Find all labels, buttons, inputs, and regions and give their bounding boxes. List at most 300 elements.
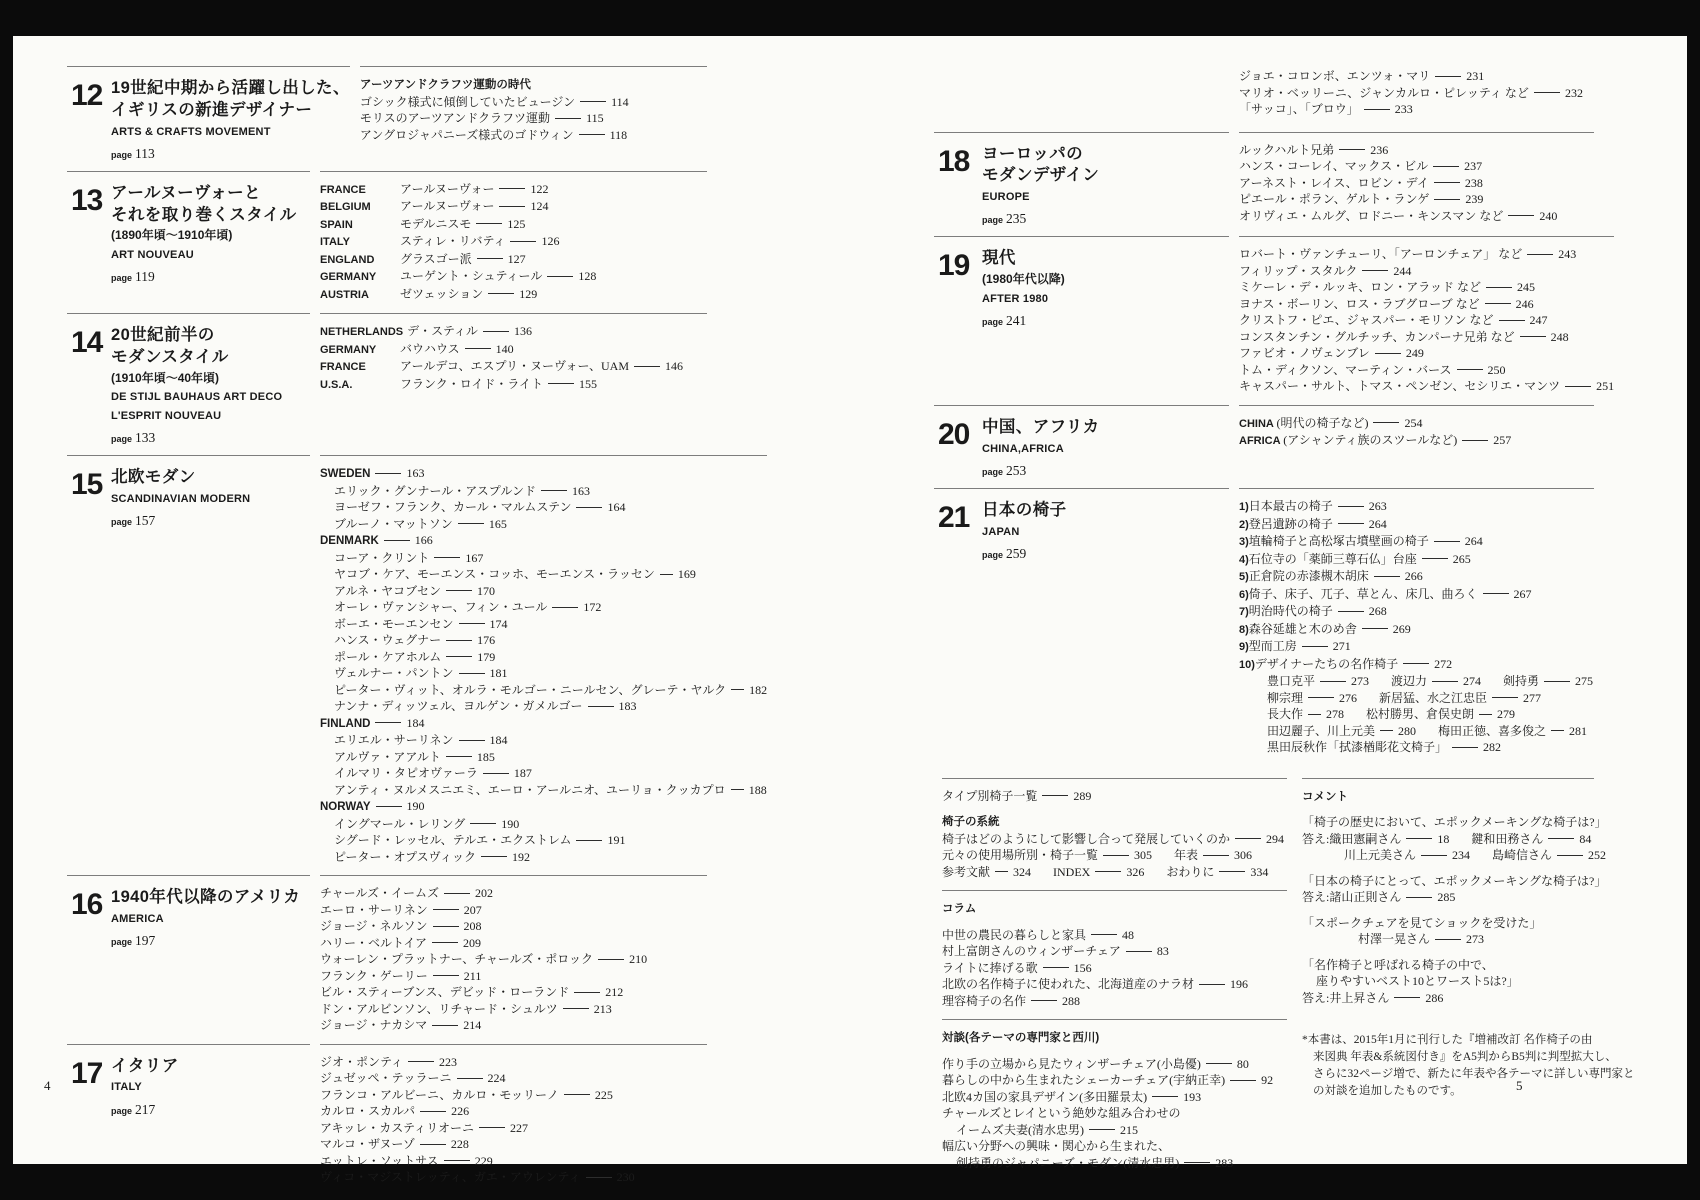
dash-leader — [1432, 681, 1458, 682]
dash-leader — [1406, 838, 1432, 839]
toc-entry — [320, 268, 707, 286]
entry-page-number: 163 — [406, 466, 425, 481]
dash-leader — [1520, 336, 1546, 337]
section-titles — [982, 143, 1099, 229]
entry-page-number: 170 — [477, 583, 496, 598]
dash-leader — [1338, 611, 1364, 612]
section-entry-list — [1239, 132, 1594, 237]
dash-leader — [1373, 422, 1399, 423]
dash-leader — [510, 241, 536, 242]
section-page-number: 113 — [135, 145, 155, 161]
toc-entry — [1302, 915, 1594, 932]
dash-leader — [555, 118, 581, 119]
dash-leader — [576, 507, 602, 508]
entry-text: ハンス・ウェグナー — [334, 633, 442, 648]
toc-section — [934, 488, 1594, 766]
toc-entry — [1239, 673, 1594, 690]
dash-leader — [552, 607, 578, 608]
section-subtitle: ART NOUVEAU — [111, 248, 194, 261]
entry-page-number: 188 — [748, 782, 767, 797]
section-entry-list — [360, 66, 707, 171]
section-titles — [111, 466, 250, 867]
entry-page-number: 269 — [1392, 621, 1411, 636]
entry-text: コメント — [1302, 790, 1348, 803]
toc-entry — [320, 984, 707, 1001]
toc-section — [67, 66, 707, 171]
entry-number-prefix: 10) — [1239, 658, 1255, 671]
toc-entry — [320, 665, 767, 682]
dash-leader — [1479, 714, 1492, 715]
toc-entry-segment — [1053, 865, 1144, 879]
entry-page-number: 240 — [1539, 208, 1558, 223]
toc-entry — [1239, 568, 1594, 586]
entry-page-number: 239 — [1465, 192, 1484, 206]
section-page-number: 217 — [135, 1101, 156, 1117]
entry-number-prefix: 6) — [1239, 588, 1249, 601]
entry-page-number: 166 — [414, 533, 433, 548]
toc-entry — [1239, 263, 1614, 280]
entry-text: 倚子、床子、兀子、草とん、床几、曲ろく — [1248, 586, 1478, 601]
country-label: GERMANY — [320, 343, 377, 356]
section-number: 18 — [938, 144, 970, 178]
entry-number-prefix: 2) — [1239, 518, 1249, 531]
section-page-ref — [111, 932, 300, 950]
dash-leader — [1302, 646, 1328, 647]
country-label: GERMANY — [320, 271, 377, 284]
entry-text: ボーエ・モーエンセン — [334, 616, 454, 631]
entry-page-number: 280 — [1398, 723, 1417, 738]
entry-text: チャールズ・イームズ — [320, 886, 440, 901]
list-group-header — [942, 900, 1287, 918]
entry-text: 正倉院の赤漆槻木胡床 — [1248, 569, 1369, 584]
entry-text: エリエル・サーリネン — [334, 733, 454, 748]
back-matter-area — [934, 778, 1635, 1182]
page-word: page — [111, 517, 133, 528]
toc-entry — [942, 976, 1287, 993]
toc-entry-segment — [1471, 832, 1591, 846]
entry-text: 剣持勇 — [1503, 674, 1540, 689]
toc-entry — [320, 749, 767, 766]
back-matter-block — [942, 1019, 1287, 1181]
entry-page-number: 276 — [1339, 690, 1358, 705]
entry-text: チャールズとレイという絶妙な組み合わせの — [942, 1106, 1181, 1121]
toc-entry — [320, 566, 767, 583]
entry-page-number: 286 — [1425, 990, 1444, 1005]
section-subtitle: AMERICA — [111, 912, 164, 925]
dash-leader — [586, 1177, 612, 1178]
section-titles — [982, 247, 1065, 397]
dash-leader — [483, 331, 509, 332]
comments-block — [1302, 778, 1607, 1017]
section-header — [934, 405, 1229, 488]
entry-page-number: 236 — [1370, 142, 1389, 157]
dash-leader — [1534, 92, 1560, 93]
entry-page-number: 231 — [1466, 69, 1485, 83]
toc-section — [67, 171, 707, 314]
toc-entry — [320, 902, 707, 919]
toc-section — [934, 236, 1615, 405]
dash-leader — [483, 773, 509, 774]
list-group-header — [942, 813, 1287, 831]
toc-entry-segment — [1391, 674, 1481, 688]
entry-number-prefix: 4) — [1239, 553, 1249, 566]
dash-leader — [1126, 951, 1152, 952]
dash-leader — [1499, 320, 1525, 321]
section-titles — [111, 182, 297, 306]
dash-leader — [547, 276, 573, 277]
entry-text: イルマリ・タピオヴァーラ — [334, 766, 478, 781]
section-titles — [111, 77, 350, 163]
entry-page-number: 334 — [1250, 864, 1269, 879]
entry-text: ジュゼッペ・テッラーニ — [320, 1071, 452, 1086]
entry-text: 黒田辰秋作「拭漆楢彫花文椅子」 — [1267, 740, 1448, 755]
back-matter-right-column — [1302, 778, 1635, 1182]
entry-text: 渡辺力 — [1391, 674, 1428, 689]
entry-page-number: 209 — [463, 935, 482, 950]
section-number: 15 — [71, 468, 103, 502]
dash-leader — [1403, 663, 1429, 664]
entry-text: ミケーレ・デ・ルッキ、ロン・アラッド など — [1239, 280, 1482, 295]
entry-text: (アシャンティ族のスツールなど) — [1283, 433, 1458, 448]
section-page-ref — [111, 145, 350, 163]
section-subtitle: ARTS & CRAFTS MOVEMENT — [111, 125, 271, 138]
entry-page-number: 224 — [487, 1071, 506, 1086]
entry-page-number: 265 — [1452, 551, 1471, 566]
entry-text: 椅子はどのようにして影響し合って発展していくのか — [942, 831, 1231, 846]
entry-text: アルヴァ・アアルト — [334, 749, 441, 764]
entry-page-number: 156 — [1073, 960, 1092, 975]
list-group-header — [320, 465, 767, 483]
page-word: page — [111, 273, 133, 284]
dash-leader — [434, 557, 460, 558]
entry-page-number: 274 — [1463, 674, 1482, 689]
entry-text: アルネ・ヤコブセン — [334, 583, 442, 598]
entry-page-number: 294 — [1266, 831, 1285, 846]
section-title: モダンデザイン — [982, 166, 1100, 185]
entry-page-number: 211 — [463, 968, 482, 983]
back-matter-block — [942, 778, 1287, 891]
dash-leader — [580, 101, 606, 102]
toc-entry — [942, 1155, 1287, 1172]
country-label: AUSTRIA — [320, 288, 369, 301]
dash-leader — [1362, 628, 1388, 629]
section-number: 20 — [938, 417, 970, 451]
row-gap — [1302, 864, 1594, 873]
section-number: 16 — [71, 888, 103, 922]
entry-text: ナンナ・ディッツェル、ヨルゲン・ガメルゴー — [334, 699, 583, 714]
entry-page-number: 169 — [677, 567, 696, 582]
toc-entry — [320, 649, 767, 666]
dash-leader — [1095, 871, 1121, 872]
entry-page-number: 249 — [1405, 346, 1424, 361]
toc-entry — [942, 927, 1287, 944]
row-gap — [942, 804, 1287, 813]
entry-page-number: 140 — [495, 341, 514, 356]
entry-number-prefix: 9) — [1239, 641, 1249, 654]
entry-page-number: 285 — [1437, 890, 1456, 905]
entry-text: アンティ・ヌルメスニエミ、エーロ・アールニオ、ユーリョ・クッカプロ — [334, 782, 726, 797]
country-label: SPAIN — [320, 218, 353, 231]
entry-page-number: 226 — [451, 1104, 470, 1119]
dash-leader — [1199, 984, 1225, 985]
entry-number-prefix: 8) — [1239, 623, 1249, 636]
toc-entry — [1302, 847, 1607, 864]
toc-entry — [320, 1120, 707, 1137]
entry-text: アールヌーヴォー — [400, 199, 495, 214]
footnote-line: さらに32ページ増で、新たに年表や各テーマに詳しい専門家と — [1313, 1068, 1635, 1081]
footnote-line: *本書は、2015年1月に刊行した『増補改訂 名作椅子の由 — [1302, 1034, 1593, 1047]
entry-text: イームズ夫妻(清水忠男) — [956, 1122, 1084, 1137]
entry-text: イングマール・レリング — [334, 816, 466, 831]
section-page-number: 253 — [1006, 463, 1027, 479]
section-subtitle: CHINA,AFRICA — [982, 442, 1064, 455]
entry-page-number: 268 — [1368, 604, 1387, 619]
toc-entry — [320, 216, 707, 234]
toc-entry-segment — [1174, 848, 1252, 862]
book-spread — [13, 36, 1687, 1185]
entry-text: 村上富朗さんのウィンザーチェア — [942, 944, 1121, 959]
entry-page-number: 273 — [1351, 674, 1370, 689]
dash-leader — [446, 656, 472, 657]
dash-leader — [1203, 855, 1229, 856]
entry-page-number: 165 — [488, 516, 507, 531]
toc-section — [67, 313, 707, 455]
dash-leader — [995, 871, 1008, 872]
section-page-number: 119 — [135, 269, 155, 285]
dash-leader — [1152, 1096, 1178, 1097]
entry-page-number: 83 — [1156, 944, 1169, 959]
entry-text: フランコ・アルビーニ、カルロ・モッリーノ — [320, 1087, 559, 1102]
section-titles — [111, 1055, 179, 1188]
entry-number-prefix: 1) — [1239, 501, 1249, 514]
entry-text: モリスのアーツアンドクラフツ運動 — [359, 111, 551, 125]
entry-page-number: 181 — [489, 666, 508, 681]
entry-page-number: 174 — [489, 616, 508, 631]
entry-page-number: 127 — [507, 251, 526, 266]
dash-leader — [1421, 855, 1447, 856]
entry-number-prefix: CHINA — [1239, 417, 1277, 430]
entry-page-number: 273 — [1466, 932, 1485, 947]
entry-text: スティレ・リバティ — [400, 234, 506, 249]
entry-text: SWEDEN — [320, 468, 371, 481]
entry-text: アングロジャパニーズ様式のゴドウィン — [359, 127, 574, 142]
entry-text: ロバート・ヴァンチューリ、「アーロンチェア」 など — [1239, 247, 1523, 262]
entry-text: ユーゲント・シュティール — [400, 269, 543, 284]
entry-page-number: 129 — [519, 286, 538, 301]
entry-text: アーツアンドクラフツ運動の時代 — [359, 79, 531, 91]
entry-page-number: 243 — [1558, 247, 1577, 262]
entry-text: ファビオ・ノヴェンブレ — [1239, 346, 1370, 361]
entry-number-prefix: 3) — [1239, 536, 1249, 549]
toc-entry — [942, 1138, 1287, 1155]
toc-entry-segment — [1503, 674, 1593, 688]
dash-leader — [1485, 303, 1511, 304]
entry-page-number: 282 — [1483, 740, 1502, 755]
section-date-range: (1890年頃〜1910年頃) — [111, 228, 233, 243]
toc-entry — [1239, 378, 1614, 395]
entry-page-number: 263 — [1368, 499, 1387, 514]
row-gap — [1302, 805, 1594, 814]
entry-text: ブルーノ・マットソン — [334, 516, 453, 531]
entry-page-number: 227 — [509, 1120, 528, 1135]
section-number: 14 — [71, 326, 103, 360]
section-subtitle: DE STIJL BAUHAUS ART DECO — [111, 391, 283, 404]
dash-leader — [1548, 838, 1574, 839]
dash-leader — [444, 893, 470, 894]
toc-entry — [320, 849, 767, 866]
entry-page-number: 248 — [1550, 329, 1569, 344]
toc-section-continuation — [934, 66, 1594, 128]
entry-page-number: 234 — [1452, 848, 1471, 863]
toc-entry — [1239, 586, 1594, 604]
entry-page-number: 233 — [1394, 102, 1413, 116]
entry-page-number: 279 — [1497, 707, 1516, 722]
section-entry-list — [1239, 488, 1594, 766]
dash-leader — [598, 959, 624, 960]
entry-page-number: 183 — [618, 699, 637, 714]
toc-entry — [360, 127, 707, 144]
section-header — [67, 455, 310, 875]
entry-page-number: 128 — [578, 269, 597, 284]
entry-text: ジョージ・ネルソン — [320, 919, 428, 934]
toc-entry — [320, 233, 707, 251]
dash-leader — [408, 1061, 434, 1062]
entry-page-number: 146 — [665, 359, 684, 374]
dash-leader — [446, 640, 472, 641]
section-date-range: (1980年代以降) — [982, 272, 1065, 287]
section-subtitle: EUROPE — [982, 191, 1030, 204]
toc-entry — [320, 935, 707, 952]
dash-leader — [1406, 897, 1432, 898]
section-entry-list — [320, 1044, 707, 1196]
toc-entry — [942, 960, 1287, 977]
dash-leader — [1557, 855, 1583, 856]
entry-page-number: 210 — [629, 952, 648, 967]
section-title: アールヌーヴォーと — [111, 183, 261, 202]
dash-leader — [1462, 440, 1488, 441]
entry-page-number: 192 — [511, 849, 530, 864]
toc-entry — [320, 499, 767, 516]
entry-text: クリストフ・ピエ、ジャスパー・モリソン など — [1239, 313, 1494, 328]
toc-entry — [320, 968, 707, 985]
entry-text: タイプ別椅子一覧 — [942, 788, 1038, 803]
section-number: 17 — [71, 1056, 103, 1090]
entry-text: ハンス・コーレイ、マックス・ビル — [1239, 159, 1429, 173]
entry-page-number: 187 — [513, 766, 532, 781]
section-page-ref — [111, 1101, 179, 1119]
section-title: 現代 — [982, 249, 1016, 268]
section-subtitle: SCANDINAVIAN MODERN — [111, 492, 251, 505]
dash-leader — [1492, 697, 1518, 698]
section-title: 北欧モダン — [111, 468, 196, 487]
entry-text: 鍵和田務さん — [1471, 831, 1544, 846]
toc-entry — [942, 1105, 1287, 1122]
toc-entry — [320, 323, 707, 341]
entry-page-number: 124 — [530, 199, 549, 214]
entry-page-number: 251 — [1596, 379, 1615, 394]
entry-text: シグード・レッセル、テルエ・エクストレム — [334, 833, 572, 848]
dash-leader — [444, 1160, 470, 1161]
entry-text: コーア・クリント — [334, 550, 430, 565]
dash-leader — [1486, 287, 1512, 288]
section-titles — [982, 499, 1067, 758]
section-date-range: (1910年頃〜40年頃) — [111, 370, 220, 385]
dash-leader — [1362, 270, 1388, 271]
toc-entry — [942, 864, 1287, 881]
entry-page-number: 271 — [1332, 639, 1351, 654]
toc-entry — [320, 198, 707, 216]
toc-entry — [1239, 638, 1594, 656]
entry-text: ライトに捧げる歌 — [942, 960, 1038, 975]
entry-page-number: 281 — [1569, 723, 1588, 738]
toc-entry — [1239, 432, 1594, 450]
page-word: page — [982, 550, 1004, 561]
section-title: 1940年代以降のアメリカ — [111, 888, 301, 907]
toc-entry — [1239, 246, 1614, 263]
dash-leader — [459, 673, 485, 674]
dash-leader — [446, 756, 472, 757]
entry-text: 元々の使用場所別・椅子一覧 — [942, 848, 1099, 863]
section-entry-list — [320, 455, 767, 875]
entry-text: ピーター・ヴィット、オルラ・モルゴー・ニールセン、グレーテ・ヤルク — [334, 682, 727, 697]
section-header — [67, 1044, 310, 1196]
toc-entry — [320, 698, 767, 715]
toc-entry — [1302, 957, 1594, 974]
entry-page-number: 155 — [579, 376, 598, 391]
toc-entry — [320, 1070, 707, 1087]
dash-leader — [375, 722, 401, 723]
entry-text: 型而工房 — [1248, 639, 1297, 654]
toc-entry — [320, 832, 767, 849]
section-titles — [111, 886, 300, 1036]
page-number-left: 4 — [44, 1078, 51, 1093]
toc-entry — [1239, 345, 1614, 362]
toc-entry — [942, 993, 1287, 1010]
section-page-number: 157 — [135, 513, 156, 529]
toc-entry — [320, 765, 767, 782]
toc-entry — [1239, 191, 1594, 208]
section-number: 12 — [71, 79, 103, 112]
dash-leader — [1380, 730, 1393, 731]
entry-text: 「スポークチェアを見てショックを受けた」 — [1302, 915, 1542, 930]
entry-page-number: 272 — [1434, 656, 1453, 671]
entry-page-number: 214 — [463, 1018, 482, 1033]
entry-text: フランク・ゲーリー — [320, 968, 428, 983]
dash-leader — [476, 223, 502, 224]
toc-entry — [1239, 85, 1594, 102]
entry-page-number: 223 — [439, 1054, 458, 1069]
dash-leader — [1364, 109, 1390, 110]
section-entry-list — [320, 171, 707, 314]
toc-entry — [1239, 208, 1594, 225]
entry-page-number: 190 — [501, 816, 520, 831]
toc-entry — [320, 918, 707, 935]
list-group-header — [942, 1029, 1287, 1047]
section-entry-list — [1239, 236, 1614, 405]
entry-page-number: 324 — [1013, 864, 1032, 879]
toc-entry — [1302, 973, 1594, 990]
toc-entry — [1239, 415, 1594, 433]
dash-leader — [1103, 855, 1129, 856]
toc-entry — [942, 831, 1287, 848]
dash-leader — [1031, 1000, 1057, 1001]
entry-page-number: 213 — [593, 1001, 612, 1016]
toc-section — [67, 1044, 707, 1196]
entry-text: ヴェルナー・パントン — [334, 666, 454, 681]
entry-text: ハリー・ベルトイア — [320, 935, 428, 950]
entry-text: 理容椅子の名作 — [942, 993, 1027, 1008]
entry-text: 川上元美さん — [1344, 848, 1417, 863]
